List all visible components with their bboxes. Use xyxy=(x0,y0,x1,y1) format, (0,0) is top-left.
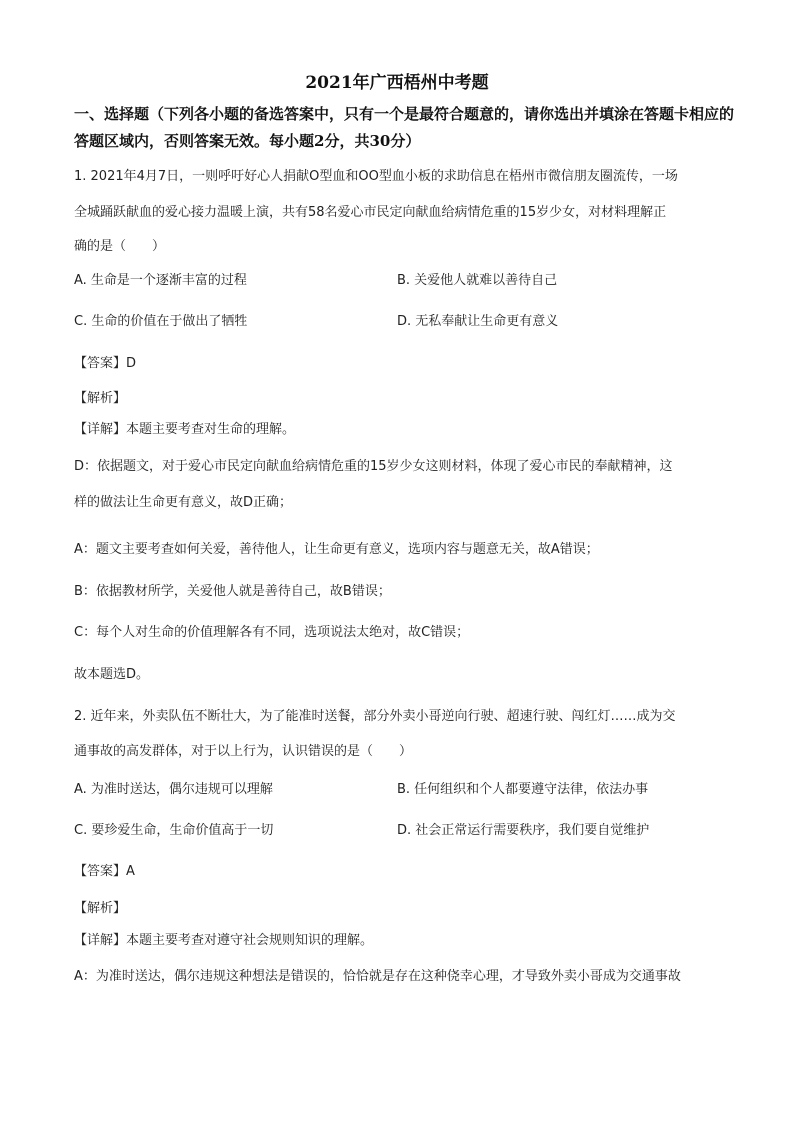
q2-option-c: C. 要珍爱生命，生命价值高于一切 xyxy=(74,823,274,838)
q2-analysis-label: 【解析】 xyxy=(74,901,127,916)
q1-analysis-label: 【解析】 xyxy=(74,391,127,406)
q1-option-d: D. 无私奉献让生命更有意义 xyxy=(397,314,559,329)
q1-explain-c: C：每个人对生命的价值理解各有不同，选项说法太绝对，故C错误； xyxy=(74,625,470,640)
q2-option-a: A. 为准时送达，偶尔违规可以理解 xyxy=(74,782,273,797)
q1-explain-b: B：依据教材所学，关爱他人就是善待自己，故B错误； xyxy=(74,584,391,599)
q2-option-b: B. 任何组织和个人都要遵守法律，依法办事 xyxy=(397,782,649,797)
q1-option-b: B. 关爱他人就难以善待自己 xyxy=(397,273,558,288)
q1-explain-a: A：题文主要考查如何关爱，善待他人，让生命更有意义，选项内容与题意无关，故A错误； xyxy=(74,542,599,557)
section-heading: 一、选择题（下列各小题的备选答案中，只有一个是最符合题意的，请你选出并填涂在答题卡相应的答题区域内，否则答案无效。每小题2分，共30分） xyxy=(74,105,735,150)
q2-option-d: D. 社会正常运行需要秩序，我们要自觉维护 xyxy=(397,823,650,838)
q2-detail: 【详解】本题主要考查对遵守社会规则知识的理解。 xyxy=(74,933,374,948)
q1-explain-d-line-2: 样的做法让生命更有意义，故D正确； xyxy=(74,495,293,510)
q1-explain-d-line-1: D：依据题文，对于爱心市民定向献血给病情危重的15岁少女这则材料，体现了爱心市民的奉献精神，这 xyxy=(74,459,673,474)
q1-stem-line-3: 确的是（ ） xyxy=(74,239,166,254)
page-title: 2021年广西梧州中考题 xyxy=(305,73,489,93)
q1-detail: 【详解】本题主要考查对生命的理解。 xyxy=(74,422,296,437)
q1-conclusion: 故本题选D。 xyxy=(74,667,150,682)
q1-option-a: A. 生命是一个逐渐丰富的过程 xyxy=(74,273,247,288)
q2-answer: 【答案】A xyxy=(74,864,135,879)
q1-option-c: C. 生命的价值在于做出了牺牲 xyxy=(74,314,248,329)
q1-stem-line-2: 全城踊跃献血的爱心接力温暖上演，共有58名爱心市民定向献血给病情危重的15岁少女，对材料理解正 xyxy=(74,205,667,220)
q1-stem-line-1: 1. 2021年4月7日，一则呼吁好心人捐献O型血和OO型血小板的求助信息在梧州市微信朋友圈流传，一场 xyxy=(74,169,678,184)
q2-stem-line-2: 通事故的高发群体，对于以上行为，认识错误的是（ ） xyxy=(74,744,413,759)
q1-answer: 【答案】D xyxy=(74,356,137,371)
q2-explain-a: A：为准时送达，偶尔违规这种想法是错误的，恰恰就是存在这种侥幸心理，才导致外卖小哥成为交通事故 xyxy=(74,969,681,984)
q2-stem-line-1: 2. 近年来，外卖队伍不断壮大，为了能准时送餐，部分外卖小哥逆向行驶、超速行驶、闯红灯……成为交 xyxy=(74,709,676,724)
